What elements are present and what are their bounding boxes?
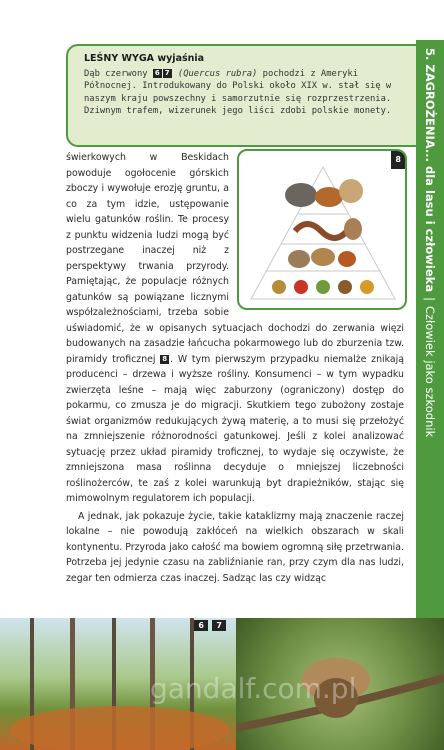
badge-6: 6 xyxy=(154,69,160,77)
figure-ref-badge: 8 xyxy=(162,354,168,363)
paragraph-1-part-a: świerkowych w Beskidach powoduje ogołocenie górskich zboczy i wywołuje erozję gruntu, a co za tym idzie, ustępowanie wielu gatunków roślin. Te procesy z punktu widzenia ludzi mogą być postrzegane inaczej niż z perspektywy trwania przyrody. Pamiętając, że populacje różnych gatunków są powiązane licznymi współzależnościami, trzeba sobie uświadomić, że w opisanych sytuacjach dochodzi do zerwania więzi budowanych na zasadzie łańcucha pokarmowego lub do zburzenia tzw. piramidy troficznej xyxy=(66,152,404,365)
plant-icon xyxy=(360,280,374,294)
deer-icon xyxy=(311,248,335,266)
lynx-icon xyxy=(339,179,363,203)
owl-icon xyxy=(344,218,362,240)
sidebar-separator: | xyxy=(423,297,437,301)
info-box-text xyxy=(84,68,406,117)
info-box-rest: pochodzi z Ameryki Północnej. Introdukowany do Polski około XIX w. stał się w naszym kraju powszechny i samorzutnie się rozprzestrzenia. Dziwnym trafem, wizerunek jego liści zdobi polskie monety. xyxy=(84,69,392,116)
info-box xyxy=(66,44,416,147)
article-body xyxy=(66,150,404,586)
chapter-sidebar xyxy=(416,40,444,618)
rabbit-icon xyxy=(288,250,310,268)
autumn-foliage xyxy=(10,706,230,750)
species-name: (Quercus rubra) xyxy=(177,69,258,79)
figure-number: 8 xyxy=(391,151,405,169)
berries-icon xyxy=(294,280,308,294)
chapter-title xyxy=(423,48,437,437)
photo-number-7: 7 xyxy=(212,620,226,631)
paragraph-2: A jednak, jak pokazuje życie, takie kataklizmy mają znaczenie raczej lokalne – nie powodują zakłóceń na wielkich obszarach w skali kontynentu. Przyroda jako całość ma bowiem ogromną siłę przetrwania. Potrzeba jej jedynie czasu na zabliźnianie ran, przy czym dla nas ludzi, zegar ten odmierza czas inaczej. Sadząc las czy widząc xyxy=(66,510,404,584)
leaf-icon xyxy=(316,280,330,294)
snake-icon xyxy=(295,224,347,238)
info-box-lead: Dąb czerwony xyxy=(84,69,148,79)
chapter-label: 5. ZAGROŻENIA... dla lasu i człowieka xyxy=(423,48,437,293)
paragraph-1-part-b: . W tym pierwszym przypadku niemalże znikają producenci – drzewa i wyższe rośliny. Konsumenci – w tym wypadku zwierzęta leśne – mają więc zaburzony (ograniczony) dostęp do pokarmu, co zmusza je do migracji. Skutkiem tego zubożony zostaje świat organizmów redukujących żywą materię, a to musi się przełożyć na zmniejszenie różnorodności gatunkowej. Jeśli z kolei analizować sytuację przez układ piramidy troficznej, to wydaje się oczywiste, że zmniejszona masa roślinna decyduje o mniejszej liczebności roślinożerców, te zaś z kolei warunkują byt drapieżników, stając się mimowolnym regulatorem ich populacji. xyxy=(66,353,404,504)
squirrel-icon xyxy=(338,251,356,267)
badge-7: 7 xyxy=(164,69,170,77)
section-label: Człowiek jako szkodnik xyxy=(423,305,437,438)
watermark: gandalf.com.pl xyxy=(150,672,357,705)
wolf-icon xyxy=(285,183,317,207)
pyramid-illustration xyxy=(249,159,397,309)
info-box-title: LEŚNY WYGA wyjaśnia xyxy=(84,53,205,64)
cone-icon xyxy=(338,280,352,294)
trophic-pyramid-figure xyxy=(237,149,407,310)
photo-number-6: 6 xyxy=(194,620,208,631)
acorn-icon xyxy=(272,280,286,294)
fox-icon xyxy=(315,187,343,207)
